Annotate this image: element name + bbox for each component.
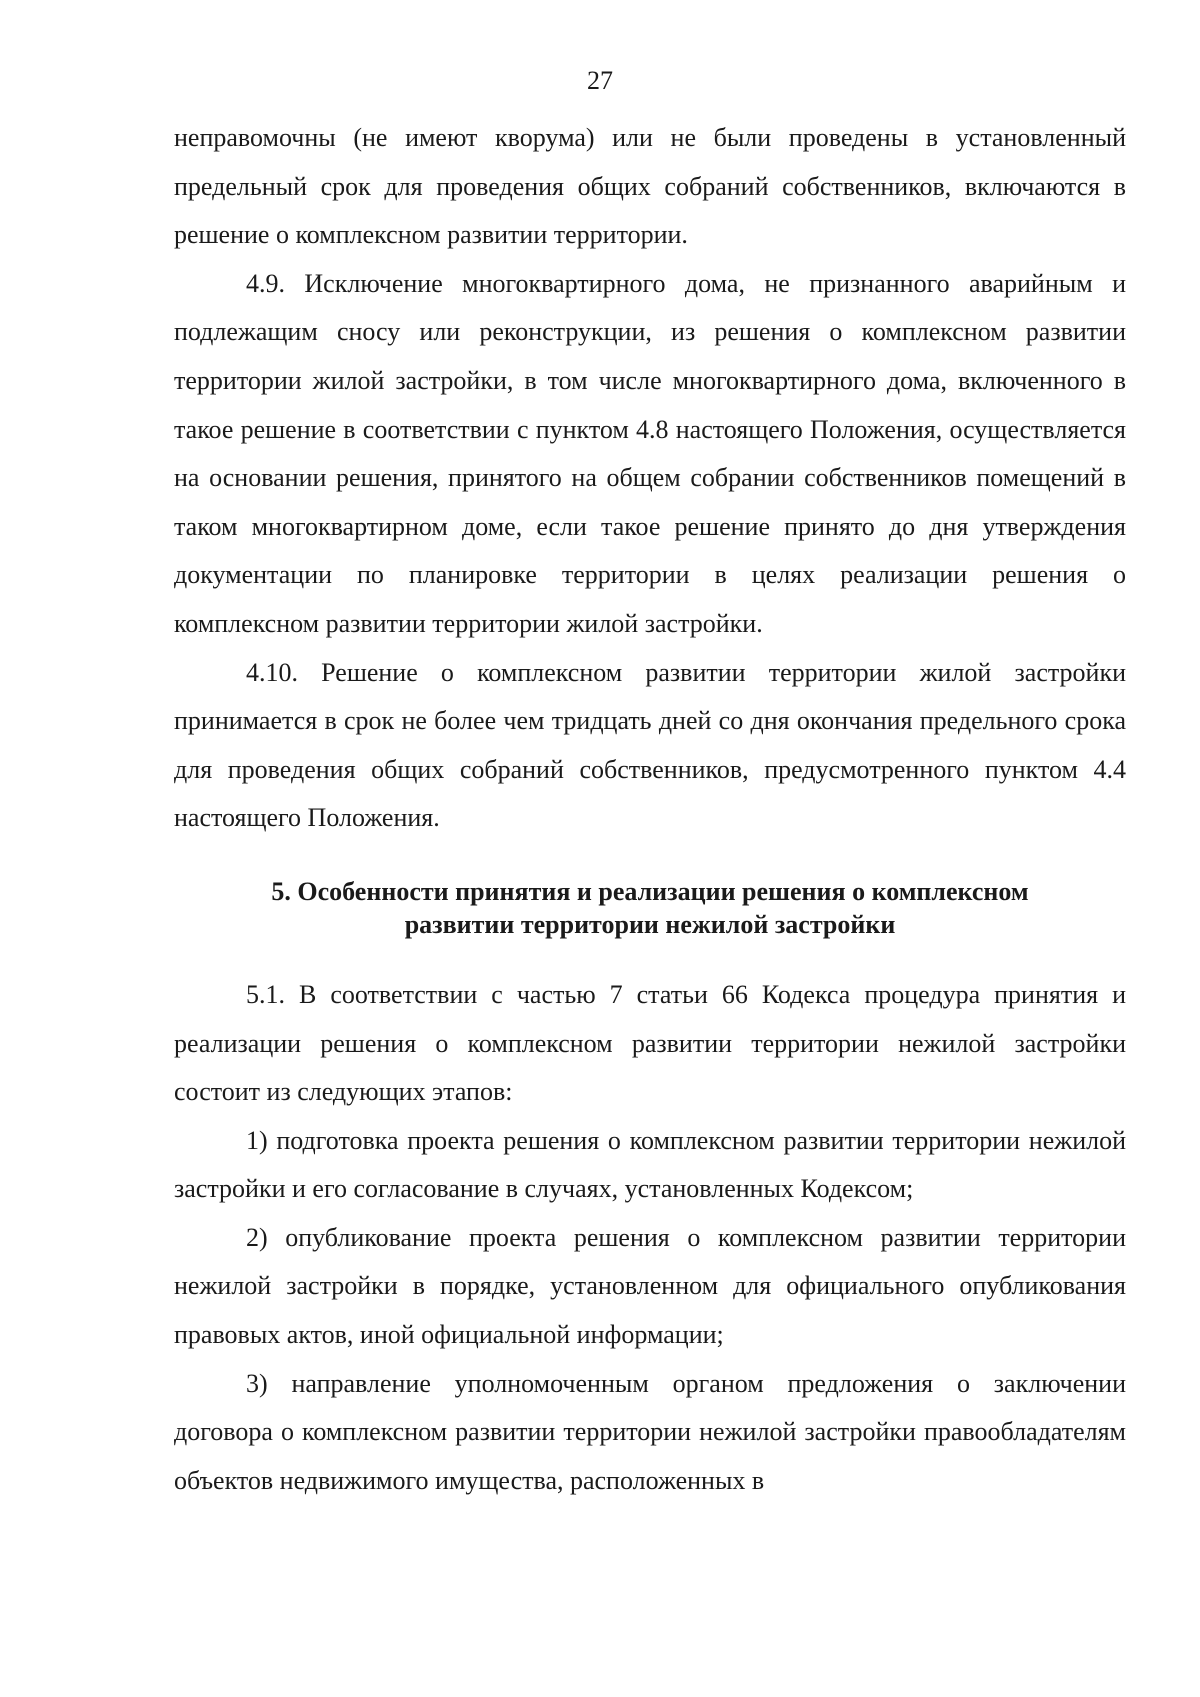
page-number: 27	[587, 66, 613, 95]
list-item-1: 1) подготовка проекта решения о комплексном развитии территории нежилой застройки и его согласование в случаях, установленных Кодексом;	[174, 1125, 1126, 1204]
section-heading	[174, 843, 1126, 971]
section-heading-line-2: развитии территории нежилой застройки	[404, 909, 896, 939]
document-body	[174, 114, 1126, 1505]
paragraph-continuation: неправомочны (не имеют кворума) или не были проведены в установленный предельный срок для проведения общих собраний собственников, включаются в решение о комплексном развитии территории.	[174, 123, 1126, 250]
paragraph-5-1: 5.1. В соответствии с частью 7 статьи 66 Кодекса процедура принятия и реализации решения о комплексном развитии территории нежилой застройки состоит из следующих этапов:	[174, 979, 1126, 1107]
list-item-3: 3) направление уполномоченным органом предложения о заключении договора о комплексном развитии территории нежилой застройки правообладателям объектов недвижимого имущества, расположенных в	[174, 1368, 1126, 1495]
list-item-2: 2) опубликование проекта решения о комплексном развитии территории нежилой застройки в порядке, установленном для официального опубликования правовых актов, иной официальной информации;	[174, 1222, 1126, 1350]
paragraph-4-9: 4.9. Исключение многоквартирного дома, не признанного аварийным и подлежащим сносу или реконструкции, из решения о комплексном развитии территории жилой застройки, в том числе многоквартирного дома, включенного в такое решение в соответствии с пунктом 4.8 настоящего Положения, осуществляется на основании решения, принятого на общем собрании собственников помещений в таком многоквартирном доме, если такое решение принято до дня утверждения документации по планировке территории в целях реализации решения о комплексном развитии территории жилой застройки.	[174, 268, 1126, 638]
paragraph-4-10: 4.10. Решение о комплексном развитии территории жилой застройки принимается в срок не более чем тридцать дней со дня окончания предельного срока для проведения общих собраний собственников, предусмотренного пунктом 4.4 настоящего Положения.	[174, 657, 1126, 833]
section-heading-line-1: 5. Особенности принятия и реализации решения о комплексном	[271, 876, 1029, 906]
